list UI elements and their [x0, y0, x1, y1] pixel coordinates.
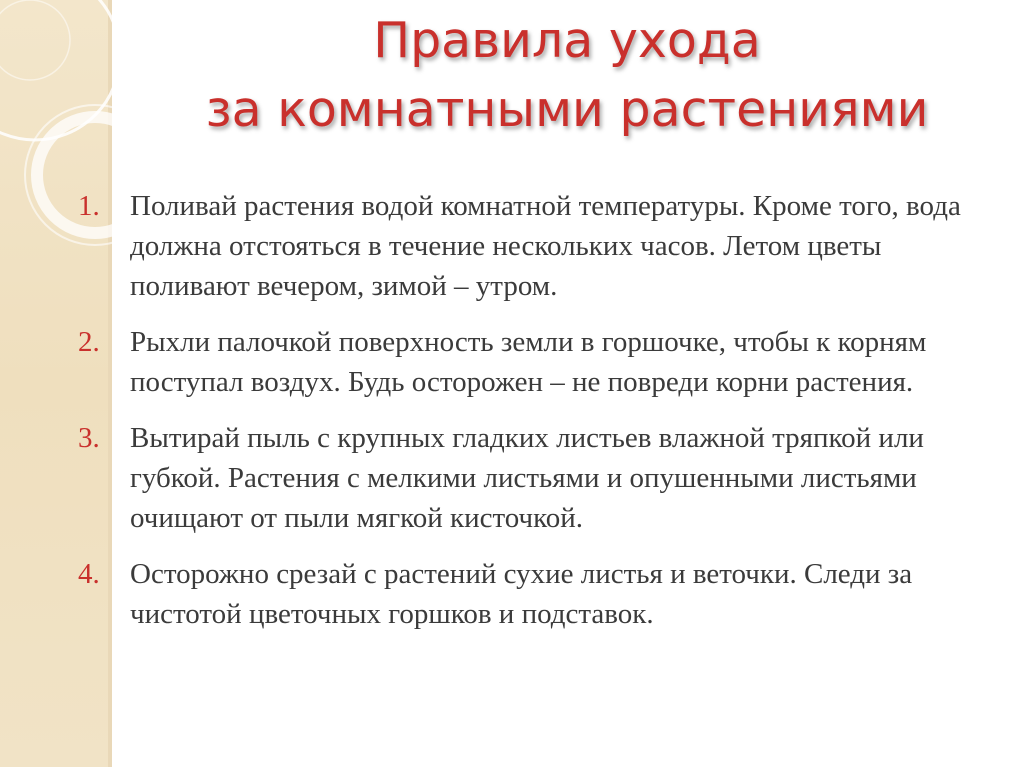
list-item: [78, 418, 978, 538]
item-number: 3.: [78, 422, 100, 454]
list-item: [78, 554, 978, 634]
item-text: Рыхли палочкой поверхность земли в горшочке, чтобы к корням поступал воздух. Будь осторожен – не повреди корни растения.: [130, 326, 927, 398]
rules-list: [78, 186, 978, 652]
item-text: Поливай растения водой комнатной температуры. Кроме того, вода должна отстояться в течение нескольких часов. Летом цветы поливают вечером, зимой – утром.: [130, 190, 961, 302]
item-text: Вытирай пыль с крупных гладких листьев влажной тряпкой или губкой. Растения с мелкими листьями и опушенными листьями очищают от пыли мягкой кисточкой.: [130, 422, 924, 534]
item-number: 4.: [78, 558, 100, 590]
title-line-1: Правила ухода: [373, 12, 761, 69]
item-number: 2.: [78, 326, 100, 358]
item-number: 1.: [78, 190, 100, 222]
title-line-2: за комнатными растениями: [205, 81, 929, 138]
slide-title: [110, 6, 1024, 144]
item-text: Осторожно срезай с растений сухие листья и веточки. Следи за чистотой цветочных горшков и подставок.: [130, 558, 913, 630]
list-item: [78, 186, 978, 306]
list-item: [78, 322, 978, 402]
